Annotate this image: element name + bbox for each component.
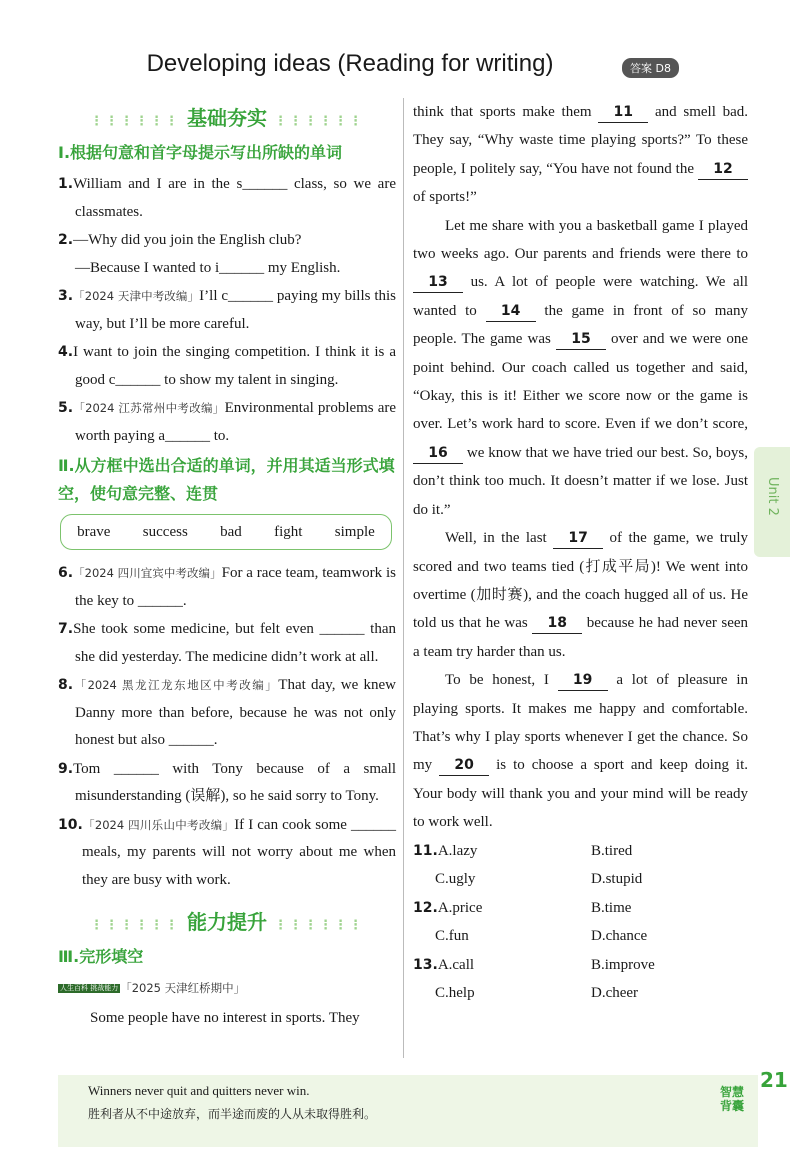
passage-paragraph-4: To be honest, I 19 a lot of pleasure in playing sports. It makes me happy and comfortable. That’s why I play sports whenever I get the chance. So my 20 is to choose a sport and keep doing it. Your body will thank you and your mind will be ready to work well. xyxy=(413,672,749,831)
blank-15: 15 xyxy=(556,329,606,350)
option-row: 12.A.price B.time xyxy=(413,899,632,916)
option-row: C.help D.cheer xyxy=(435,985,639,1002)
word-item: fight xyxy=(274,523,303,540)
dots-decoration: ⋮⋮⋮⋮⋮⋮ xyxy=(273,114,364,129)
footer-quote xyxy=(58,1075,758,1147)
page-number: 21 xyxy=(760,1068,788,1092)
column-divider xyxy=(403,98,404,1058)
passage-paragraph-1: think that sports make them 11 and smell bad. They say, “Why waste time playing sports?” To these people, I politely say, “You have not found the 12 of sports!” xyxy=(413,104,749,206)
passage-paragraph-2: Let me share with you a basketball game I played two weeks ago. Our parents and friends were there to 13 us. A lot of people were watching. We all wanted to 14 the game in front of so many people. The game was 15 over and we were one point behind. Our coach called us together and said, “Okay, this is it! Either we score now or the game is over. Let’s work hard to score. Even if we don’t score, 16 we know that we have tried our best. So, boys, don’t think too much. It doesn’t matter if we lose. Just do it.” xyxy=(413,217,749,518)
option-row: 13.A.call B.improve xyxy=(413,956,655,973)
part1-heading: Ⅰ.根据句意和首字母提示写出所缺的单词 xyxy=(58,143,343,162)
dots-decoration: ⋮⋮⋮⋮⋮⋮ xyxy=(273,918,364,933)
blank-20: 20 xyxy=(439,755,489,776)
option-row: C.ugly D.stupid xyxy=(435,871,643,888)
question-8: 8.「2024 黑龙江龙东地区中考改编」That day, we knew Danny more than before, because he was not only honest but also ______. xyxy=(58,677,397,748)
blank-14: 14 xyxy=(486,301,536,322)
option-row: C.fun D.chance xyxy=(435,928,648,945)
unit-side-tab: Unit 2 xyxy=(754,447,790,557)
word-item: bad xyxy=(220,523,242,540)
word-item: brave xyxy=(77,523,111,540)
word-item: success xyxy=(142,523,188,540)
options-list xyxy=(413,837,748,1008)
dots-decoration: ⋮⋮⋮⋮⋮⋮ xyxy=(90,114,181,129)
blank-17: 17 xyxy=(553,528,603,549)
question-10: 10.「2024 四川乐山中考改编」If I can cook some ______ meals, my parents will not worry about me when they are busy with work. xyxy=(58,816,396,888)
section-advanced-heading: ⋮⋮⋮⋮⋮⋮ 能力提升 ⋮⋮⋮⋮⋮⋮ xyxy=(90,910,364,934)
question-7: 7.She took some medicine, but felt even ______ than she did yesterday. The medicine didn’t work at all. xyxy=(58,621,396,665)
quote-english: Winners never quit and quitters never win. xyxy=(88,1083,310,1098)
quote-chinese: 胜利者从不中途放弃，而半途而废的人从未取得胜利。 xyxy=(88,1107,377,1121)
question-1: 1.William and I are in the s______ class, so we are classmates. xyxy=(58,176,396,220)
left-column xyxy=(58,98,396,1032)
part3-heading: Ⅲ.完形填空 xyxy=(58,947,144,966)
passage-paragraph-3: Well, in the last 17 of the game, we truly scored and two teams tied (打成平局)! We went into overtime (加时赛), and the coach hugged all of us. He told us that he was 18 because he had never seen a team try harder than us. xyxy=(413,530,749,660)
question-4: 4.I want to join the singing competition. I think it is a good c______ to show my talent in singing. xyxy=(58,344,396,388)
part2-heading: Ⅱ.从方框中选出合适的单词，并用其适当形式填空，使句意完整、连贯 xyxy=(58,456,395,503)
question-5: 5.「2024 江苏常州中考改编」Environmental problems are worth paying a______ to. xyxy=(58,400,397,444)
dots-decoration: ⋮⋮⋮⋮⋮⋮ xyxy=(90,918,181,933)
answer-badge: 答案 D8 xyxy=(622,58,679,78)
blank-16: 16 xyxy=(413,443,463,464)
blank-12: 12 xyxy=(698,159,748,180)
question-6: 6.「2024 四川宜宾中考改编」For a race team, teamwork is the key to ______. xyxy=(58,565,396,609)
blank-19: 19 xyxy=(558,670,608,691)
blank-11: 11 xyxy=(598,102,648,123)
smart-label: 智慧背囊 xyxy=(720,1085,745,1113)
blank-13: 13 xyxy=(413,272,463,293)
option-row: 11.A.lazy B.tired xyxy=(413,842,633,859)
question-2: 2.—Why did you join the English club? —Because I wanted to i______ my English. xyxy=(58,232,341,276)
question-9: 9.Tom ______ with Tony because of a small misunderstanding (误解), so he said sorry to Tony. xyxy=(58,760,396,804)
word-item: simple xyxy=(334,523,375,540)
passage-start: Some people have no interest in sports. They xyxy=(90,1009,360,1026)
life-tag: 人生百科 挑战能力 xyxy=(60,984,119,993)
right-column xyxy=(413,98,748,1008)
section-basic-heading: ⋮⋮⋮⋮⋮⋮ 基础夯实 ⋮⋮⋮⋮⋮⋮ xyxy=(90,106,364,130)
page-title: Developing ideas (Reading for writing) xyxy=(146,50,554,77)
blank-18: 18 xyxy=(532,613,582,634)
part3-source: 人生百科 挑战能力 「2025 天津红桥期中」 xyxy=(60,981,246,995)
word-box xyxy=(60,514,392,550)
question-3: 3.「2024 天津中考改编」I’ll c______ paying my bills this way, but I’ll be more careful. xyxy=(58,288,396,332)
